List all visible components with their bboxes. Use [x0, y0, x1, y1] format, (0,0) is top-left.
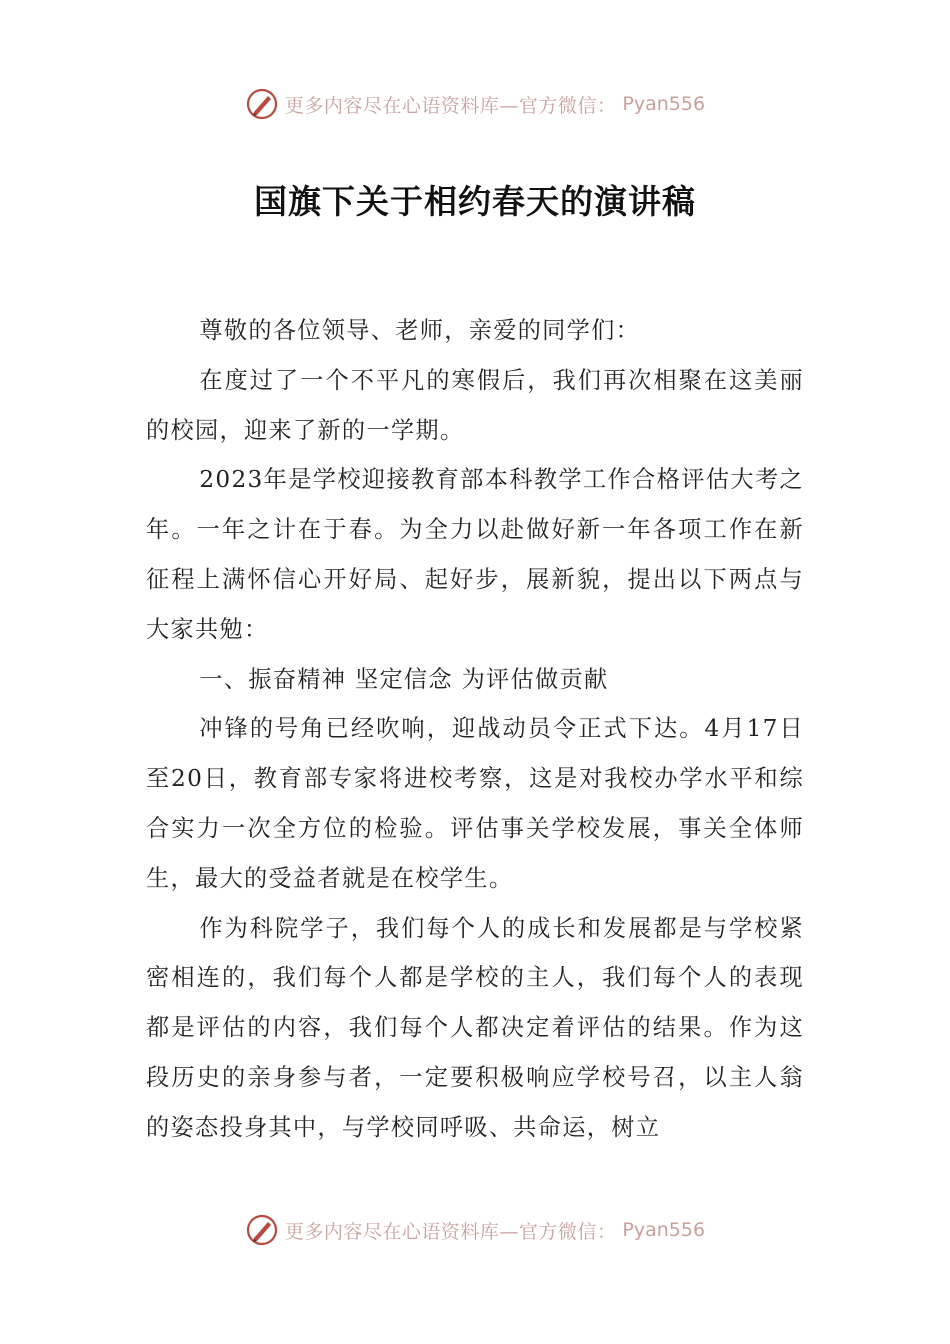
- paragraph: 冲锋的号角已经吹响，迎战动员令正式下达。4月17日至20日，教育部专家将进校考察，这是对我校办学水平和综合实力一次全方位的检验。评估事关学校发展，事关全体师生，最大的受益者就是在校学生。: [146, 715, 804, 892]
- banner-text: 更多内容尽在心语资料库—官方微信：: [284, 1220, 617, 1243]
- section-heading: 一、振奋精神 坚定信念 为评估做贡献: [199, 665, 609, 693]
- page-title: 国旗下关于相约春天的演讲稿: [254, 182, 696, 221]
- header-watermark-banner: [0, 84, 950, 124]
- pen-logo-icon: [245, 87, 279, 121]
- banner-text: 更多内容尽在心语资料库—官方微信：: [284, 94, 617, 117]
- paragraph: 在度过了一个不平凡的寒假后，我们再次相聚在这美丽的校园，迎来了新的一学期。: [146, 366, 804, 444]
- footer-watermark-banner: [0, 1210, 950, 1250]
- banner-wechat-handle: Pyan556: [622, 1219, 706, 1241]
- banner-wechat-handle: Pyan556: [622, 93, 706, 115]
- pen-logo-icon: [245, 1213, 279, 1247]
- paragraph: 2023年是学校迎接教育部本科教学工作合格评估大考之年。一年之计在于春。为全力以赴做好新一年各项工作在新征程上满怀信心开好局、起好步，展新貌，提出以下两点与大家共勉：: [146, 466, 804, 643]
- paragraph: 作为科院学子，我们每个人的成长和发展都是与学校紧密相连的，我们每个人都是学校的主人，我们每个人的表现都是评估的内容，我们每个人都决定着评估的结果。作为这段历史的亲身参与者，一定要积极响应学校号召，以主人翁的姿态投身其中，与学校同呼吸、共命运，树立: [146, 914, 804, 1141]
- paragraph-greeting: 尊敬的各位领导、老师，亲爱的同学们：: [199, 317, 641, 344]
- document-body: [146, 306, 804, 1153]
